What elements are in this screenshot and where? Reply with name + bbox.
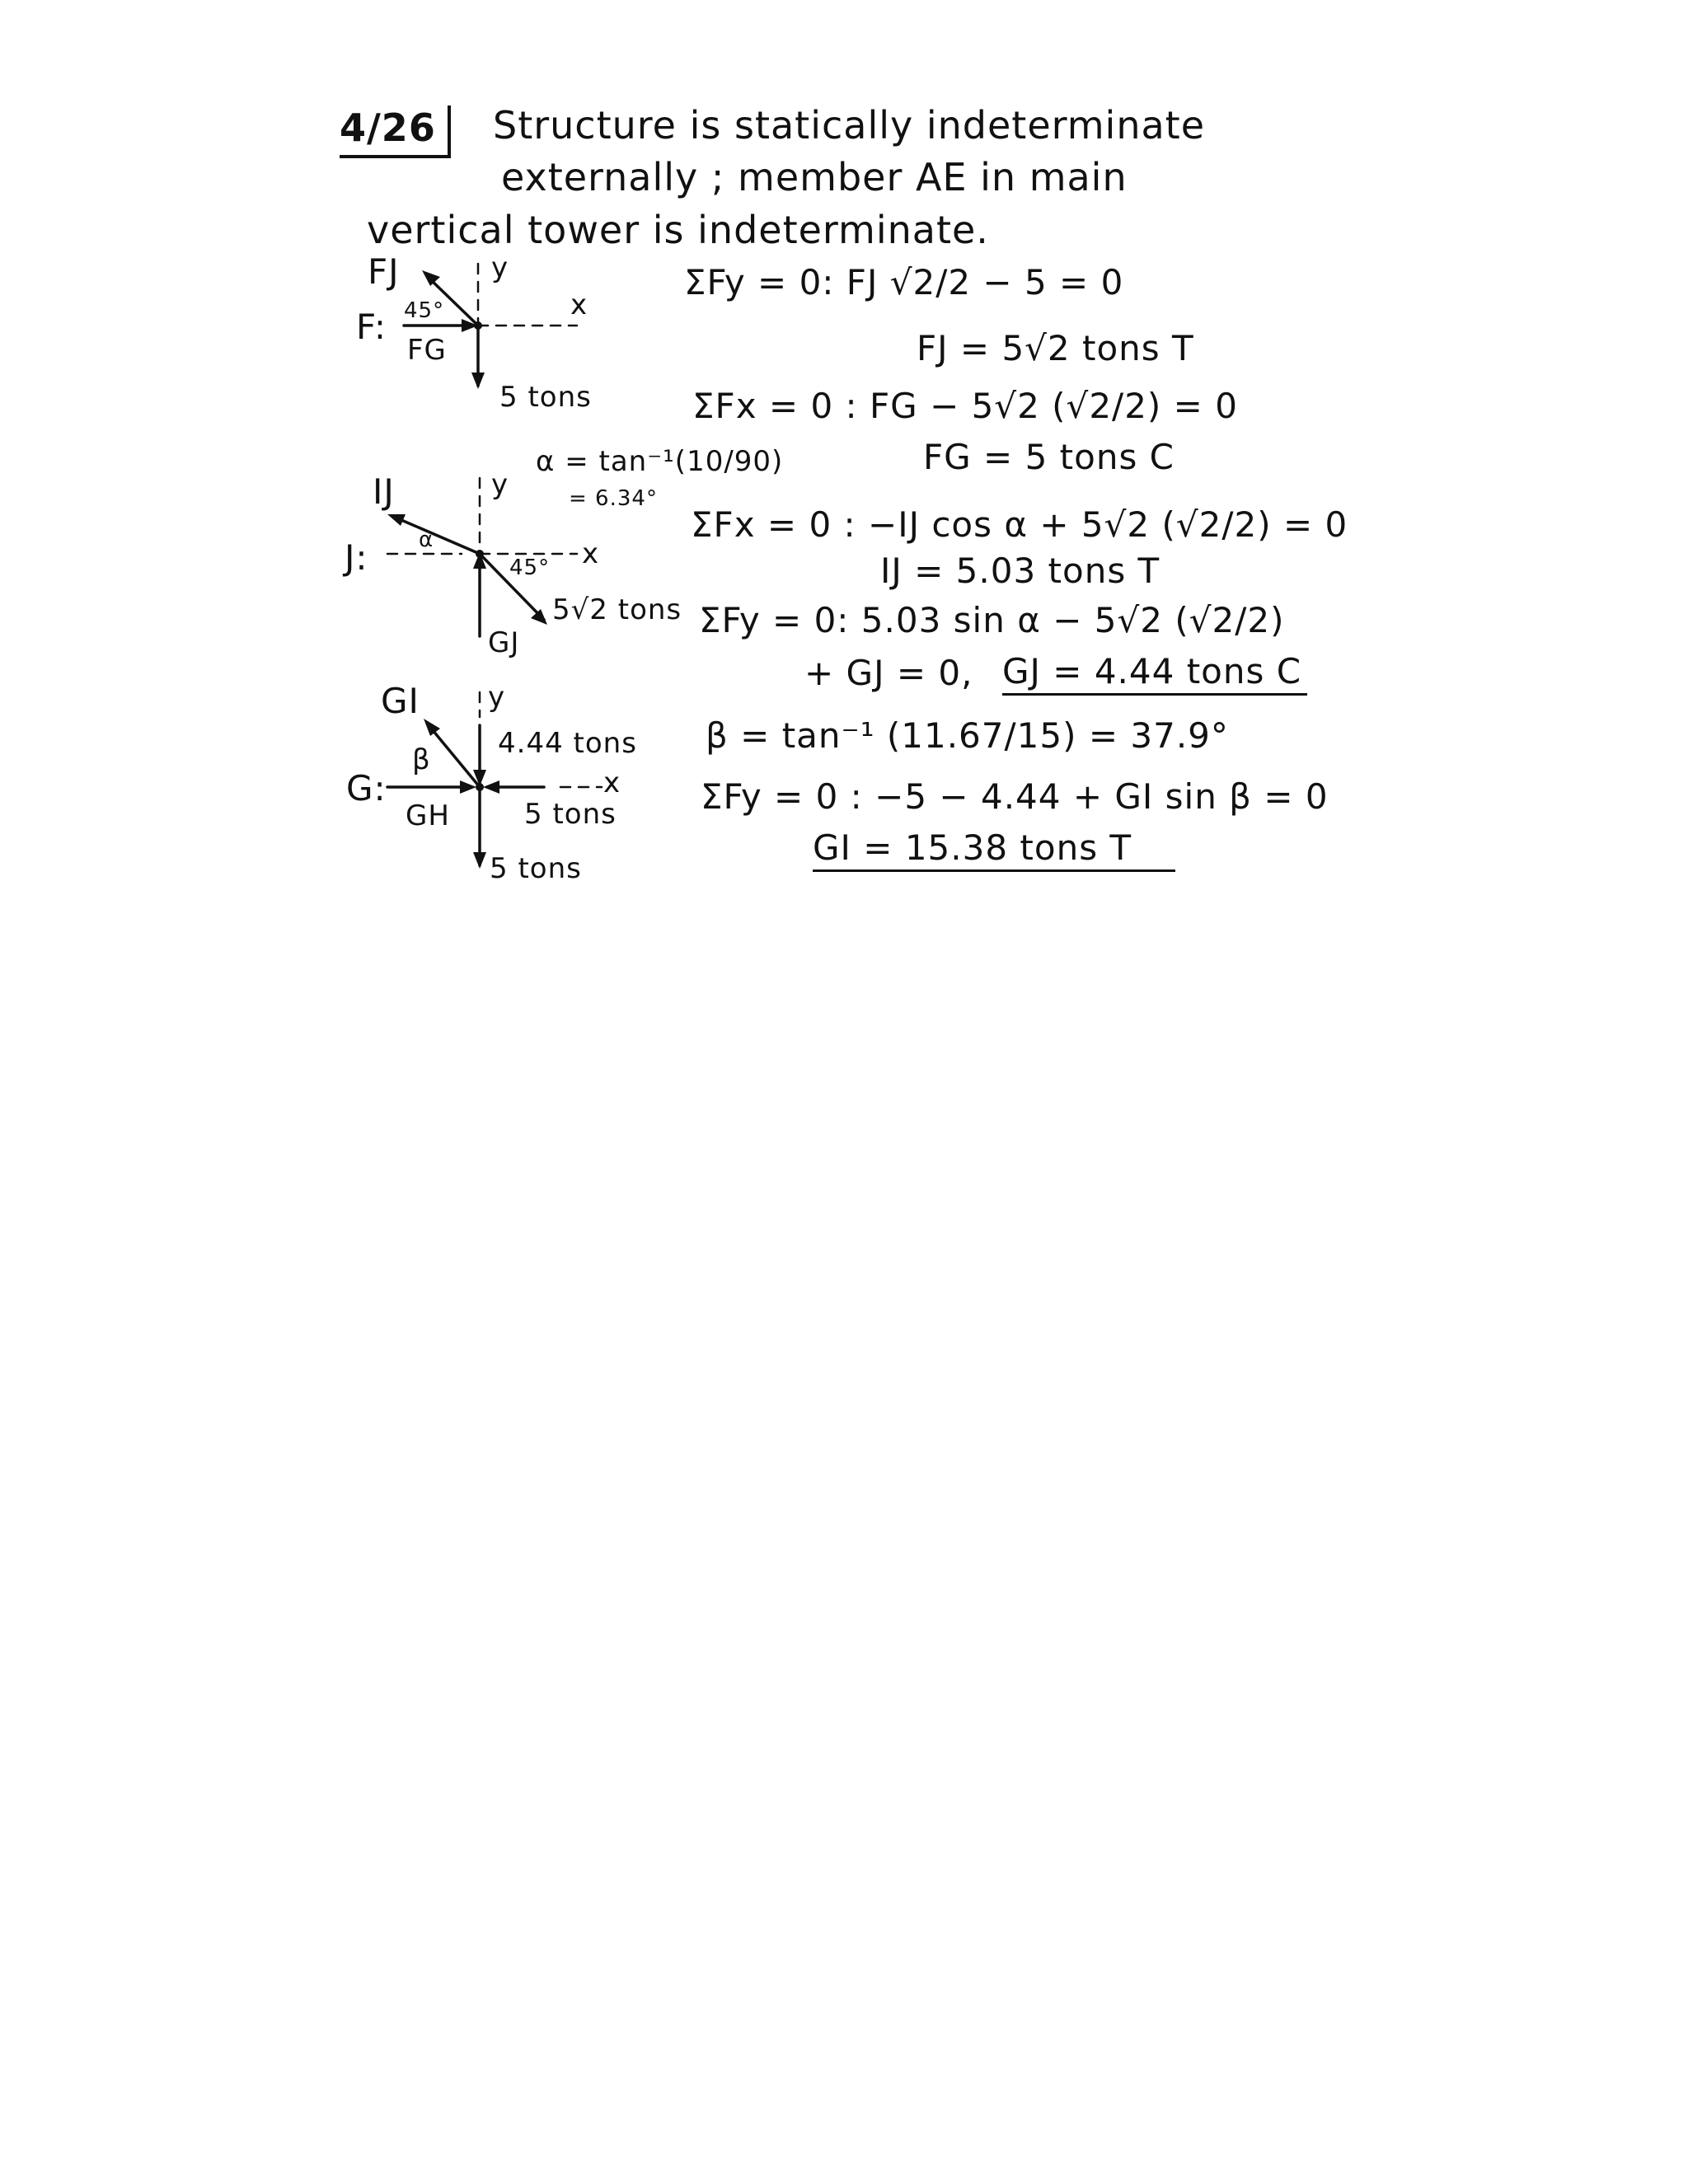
eq-f-2: FJ = 5√2 tons T bbox=[917, 328, 1194, 368]
fbd-j-alpha-val: = 6.34° bbox=[569, 486, 658, 511]
eq-f-1: ΣFy = 0: FJ √2/2 − 5 = 0 bbox=[684, 262, 1124, 302]
fbd-g-beta: β bbox=[412, 743, 431, 776]
fbd-g-top-load: 4.44 tons bbox=[498, 727, 637, 760]
fbd-j-joint-label: J: bbox=[345, 537, 368, 578]
fbd-f-joint-label: F: bbox=[356, 307, 387, 347]
intro-line-1: Structure is statically indeterminate bbox=[493, 103, 1206, 148]
fbd-j-angle: 45° bbox=[509, 555, 551, 580]
fbd-j-gj-label: GJ bbox=[488, 626, 520, 659]
eq-j-3: ΣFy = 0: 5.03 sin α − 5√2 (√2/2) bbox=[699, 600, 1285, 640]
eq-g-1: β = tan⁻¹ (11.67/15) = 37.9° bbox=[706, 715, 1229, 756]
fbd-j-alpha-def: α = tan⁻¹(10/90) bbox=[536, 445, 784, 478]
eq-j-5-result: GJ = 4.44 tons C bbox=[1002, 651, 1307, 696]
fbd-f-load: 5 tons bbox=[499, 381, 592, 414]
eq-f-4: FG = 5 tons C bbox=[923, 437, 1175, 477]
fbd-j-diag-load: 5√2 tons bbox=[552, 593, 682, 626]
fbd-g-x-label: x bbox=[603, 766, 621, 799]
fbd-g-joint-label: G: bbox=[346, 768, 387, 808]
eq-g-2: ΣFy = 0 : −5 − 4.44 + GI sin β = 0 bbox=[701, 776, 1329, 817]
eq-g-3-result: GI = 15.38 tons T bbox=[813, 827, 1175, 872]
fbd-g-y-label: y bbox=[488, 681, 506, 714]
fbd-g-right-load: 5 tons bbox=[524, 798, 617, 831]
fbd-j-y-label: y bbox=[491, 468, 509, 501]
fbd-f-x-label: x bbox=[570, 288, 588, 321]
eq-j-4: + GJ = 0, bbox=[804, 653, 973, 693]
eq-j-1: ΣFx = 0 : −IJ cos α + 5√2 (√2/2) = 0 bbox=[691, 504, 1348, 545]
fbd-g-gi-label: GI bbox=[381, 681, 420, 721]
fbd-g-bottom-load: 5 tons bbox=[490, 852, 582, 885]
fbd-j-alpha: α bbox=[419, 527, 434, 552]
fbd-f-angle: 45° bbox=[404, 298, 445, 323]
fbd-f-fj-label: FJ bbox=[368, 251, 400, 292]
fbd-f-y-label: y bbox=[491, 251, 509, 284]
fbd-f-fg-label: FG bbox=[407, 334, 447, 367]
fbd-j-ij-label: IJ bbox=[373, 471, 395, 512]
intro-line-2: externally ; member AE in main bbox=[501, 155, 1128, 199]
eq-f-3: ΣFx = 0 : FG − 5√2 (√2/2) = 0 bbox=[692, 386, 1238, 426]
problem-number: 4/26 bbox=[340, 105, 451, 158]
eq-j-2: IJ = 5.03 tons T bbox=[880, 551, 1160, 591]
fbd-g-gh-label: GH bbox=[406, 799, 450, 832]
fbd-j-x-label: x bbox=[582, 537, 600, 570]
intro-line-3: vertical tower is indeterminate. bbox=[367, 208, 989, 252]
